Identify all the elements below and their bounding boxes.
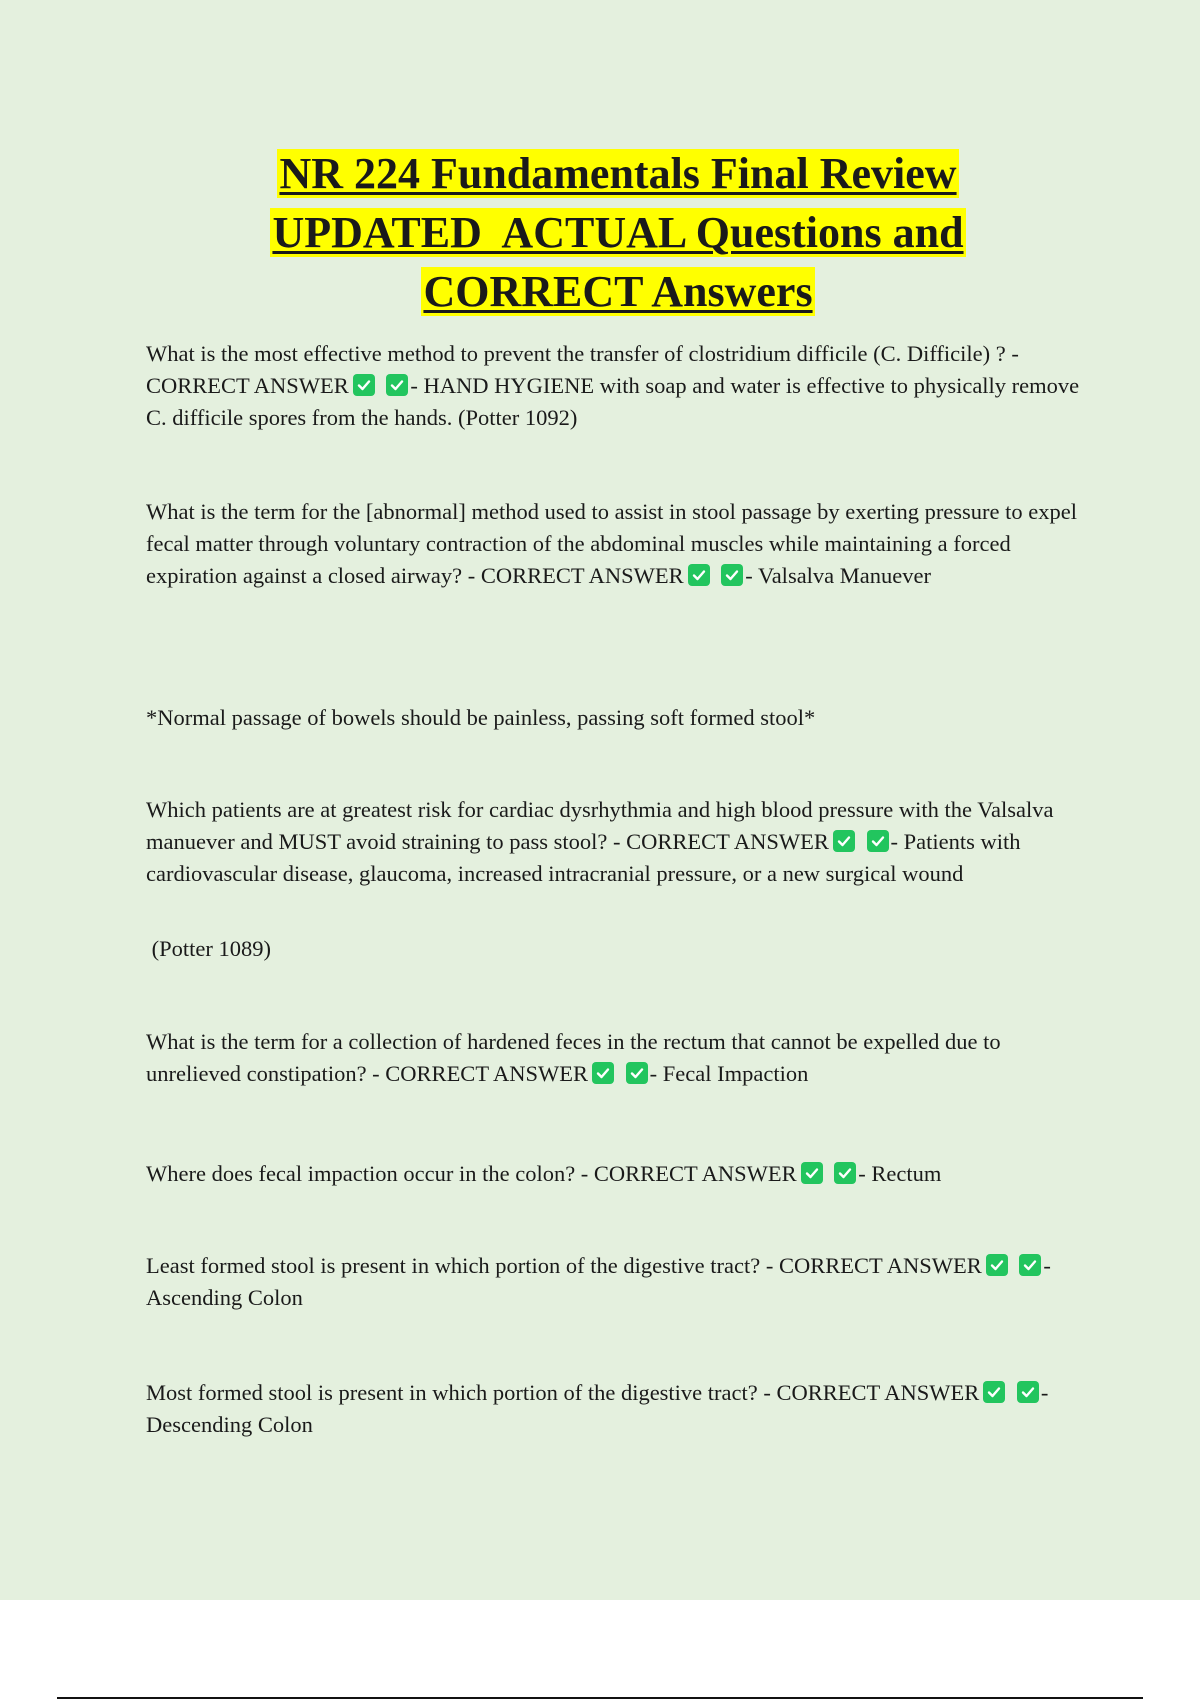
note-text: *Normal passage of bowels should be painless, passing soft formed stool* — [146, 705, 816, 730]
answer-text: - Valsalva Manuever — [745, 563, 932, 588]
qa-item-6 — [146, 1250, 1096, 1314]
check-box-icon — [867, 830, 889, 852]
answer-text: - Ascending Colon — [146, 1253, 1051, 1310]
qa-item-3 — [146, 794, 1096, 890]
title-line-2: UPDATED ACTUAL Questions and — [272, 208, 964, 257]
answer-text: - Descending Colon — [146, 1380, 1049, 1437]
bowel-note — [146, 702, 1096, 734]
check-box-icon — [1017, 1381, 1039, 1403]
check-box-icon — [386, 374, 408, 396]
qa-item-2 — [146, 496, 1096, 592]
answer-text: - Patients with cardiovascular disease, glaucoma, increased intracranial pressure, or a new surgical wound — [146, 829, 1021, 886]
reference-line — [146, 933, 1096, 965]
qa-item-5 — [146, 1158, 1096, 1190]
check-box-icon — [721, 564, 743, 586]
question-text: What is the most effective method to prevent the transfer of clostridium difficile (C. Difficile) ? - CORRECT ANSWER — [146, 341, 1019, 398]
question-text: Most formed stool is present in which portion of the digestive tract? - CORRECT ANSWER — [146, 1380, 980, 1405]
qa-item-4 — [146, 1026, 1096, 1090]
qa-item-1 — [146, 338, 1096, 434]
check-box-icon — [592, 1062, 614, 1084]
check-box-icon — [983, 1381, 1005, 1403]
title-line-1: NR 224 Fundamentals Final Review — [279, 149, 957, 198]
reference-text: (Potter 1089) — [146, 936, 271, 961]
check-box-icon — [986, 1254, 1008, 1276]
footer-divider — [57, 1697, 1143, 1699]
check-box-icon — [834, 1162, 856, 1184]
answer-text: - HAND HYGIENE with soap and water is effective to physically remove C. difficile spores from the hands. (Potter 1092) — [146, 373, 1080, 430]
check-box-icon — [1019, 1254, 1041, 1276]
question-text: What is the term for the [abnormal] method used to assist in stool passage by exerting pressure to expel fecal matter through voluntary contraction of the abdominal muscles while maintaining a forced expiration against a closed airway? - CORRECT ANSWER — [146, 499, 1078, 588]
question-text: Least formed stool is present in which portion of the digestive tract? - CORRECT ANSWER — [146, 1253, 982, 1278]
check-box-icon — [353, 374, 375, 396]
check-box-icon — [688, 564, 710, 586]
document-title — [0, 144, 1200, 321]
check-box-icon — [626, 1062, 648, 1084]
answer-text: - Rectum — [858, 1161, 942, 1186]
check-box-icon — [833, 830, 855, 852]
question-text: Where does fecal impaction occur in the colon? - CORRECT ANSWER — [146, 1161, 797, 1186]
answer-text: - Fecal Impaction — [649, 1061, 809, 1086]
check-box-icon — [801, 1162, 823, 1184]
question-text: Which patients are at greatest risk for cardiac dysrhythmia and high blood pressure with the Valsalva manuever and MUST avoid straining to pass stool? - CORRECT ANSWER — [146, 797, 1054, 854]
question-text: What is the term for a collection of hardened feces in the rectum that cannot be expelled due to unrelieved constipation? - CORRECT ANSWER — [146, 1029, 1001, 1086]
title-line-3: CORRECT Answers — [423, 267, 813, 316]
qa-item-7 — [146, 1377, 1096, 1441]
